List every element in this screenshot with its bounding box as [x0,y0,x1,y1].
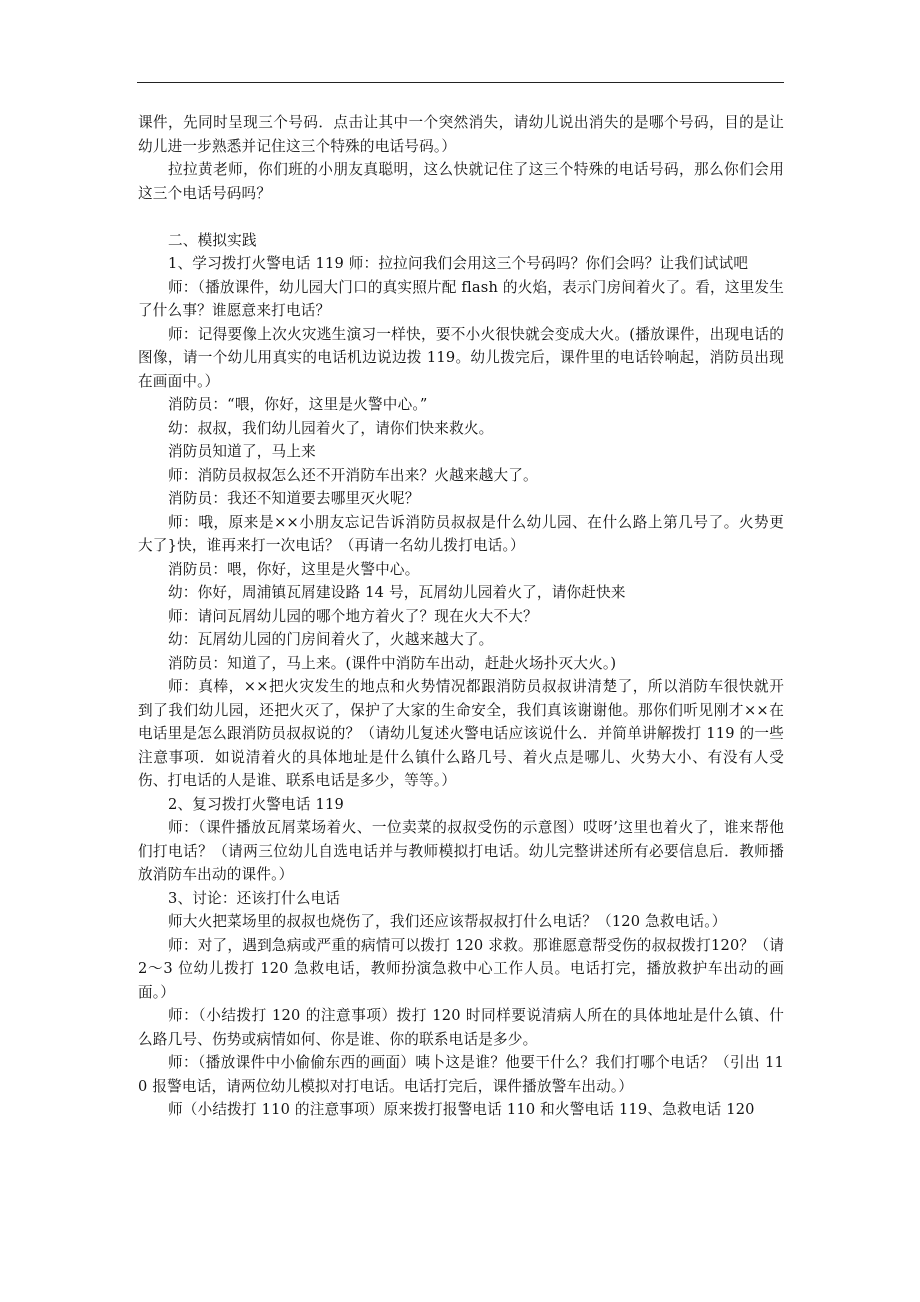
paragraph: 师：消防员叔叔怎么还不开消防车出来？火越来越大了。 [168,466,538,484]
paragraph: 师：（课件播放瓦屑菜场着火、一位卖菜的叔叔受伤的示意图）哎呀’这里也着火了，谁来帮他们打电话？（请两三位幼儿自选电话并与教师模拟打电话。幼儿完整讲述所有必要信息后．教师播放消防车出动的课件。） [138,819,784,883]
paragraph: 师：（播放课件，幼儿园大门口的真实照片配 flash 的火焰，表示门房间着火了。看，这里发生了什么事？谁愿意来打电话？ [138,278,784,319]
header-rule [137,82,784,83]
paragraph: 3、讨论：还该打什么电话 [168,889,341,907]
paragraph: 师（小结拨打 110 的注意事项）原来拨打报警电话 110 和火警电话 119、急救电话 120 [168,1101,755,1118]
paragraph: 二、模拟实践 [168,231,257,249]
paragraph: 拉拉黄老师，你们班的小朋友真聪明，这么快就记住了这三个特殊的电话号码，那么你们会用这三个电话号码吗？ [138,161,784,202]
paragraph: 师大火把菜场里的叔叔也烧伤了，我们还应该帮叔叔打什么电话？（120 急救电话。） [168,913,727,930]
paragraph: 消防员知道了，马上来 [168,443,316,460]
paragraph: 师：（播放课件中小偷偷东西的画面）咦卜这是谁？他要干什么？我们打哪个电话？（引出 110 报警电话，请两位幼儿模拟对打电话。电话打完后，课件播放警车出动。） [138,1054,784,1095]
paragraph: 消防员：喂，你好，这里是火警中心。 [168,560,420,578]
paragraph: 2、复习拨打火警电话 119 [168,795,344,813]
paragraph: 消防员：“喂，你好，这里是火警中心。” [168,396,428,413]
paragraph: 幼：你好，周浦镇瓦屑建设路 14 号，瓦屑幼儿园着火了，请你赶快来 [168,584,626,601]
paragraph: 师：（小结拨打 120 的注意事项）拨打 120 时同样要说清病人所在的具体地址是什么镇、什么路几号、伤势或病情如何、你是谁、你的联系电话是多少。 [138,1007,784,1048]
paragraph: 师：真棒，××把火灾发生的地点和火势情况都跟消防员叔叔讲清楚了，所以消防车很快就开到了我们幼儿园，还把火灭了，保护了大家的生命安全，我们真该谢谢他。那你们听见刚才××在电话里是怎么跟消防员叔叔说的？（请幼儿复述火警电话应该说什么．并简单讲解拨打 119 的一些注意事项．如说清着火的具体地址是什么镇什么路几号、着火点是哪儿、火势大小、有没有人受伤、打电话的人是谁、联系电话是多少，等等。） [138,678,784,789]
paragraph: 师：记得要像上次火灾逃生演习一样快，要不小火很快就会变成大火。(播放课件，出现电话的图像，请一个幼儿用真实的电话机边说边拨 119。幼儿拨完后，课件里的电话铃响起，消防员出现在画面中。） [138,325,784,390]
paragraph: 课件，先同时呈现三个号码．点击让其中一个突然消失，请幼儿说出消失的是哪个号码，目的是让幼儿进一步熟悉并记住这三个特殊的电话号码。） [138,114,784,155]
paragraph: 1、学习拨打火警电话 119 师：拉拉问我们会用这三个号码吗？你们会吗？让我们试试吧 [168,255,749,272]
paragraph: 师：请问瓦屑幼儿园的哪个地方着火了？现在火大不大？ [168,607,538,625]
paragraph: 幼：叔叔，我们幼儿园着火了，请你们快来救火。 [168,419,494,437]
paragraph: 幼：瓦屑幼儿园的门房间着火了，火越来越大了。 [168,631,494,648]
paragraph-spacer [138,205,784,229]
document-body [138,111,784,1122]
paragraph: 消防员：知道了，马上来。(课件中消防车出动，赶赴火场扑灭大火。) [168,654,617,672]
paragraph: 消防员：我还不知道要去哪里灭火呢？ [168,490,420,507]
paragraph: 师：哦，原来是××小朋友忘记告诉消防员叔叔是什么幼儿园、在什么路上第几号了。火势更大了}快，谁再来打一次电话？（再请一名幼儿拨打电话。） [138,513,784,554]
paragraph: 师：对了，遇到急病或严重的病情可以拨打 120 求救。那谁愿意帮受伤的叔叔拨打120？（请 2～3 位幼儿拨打 120 急救电话，教师扮演急救中心工作人员。电话打完，播放救护车出动的画面。） [138,936,784,1001]
